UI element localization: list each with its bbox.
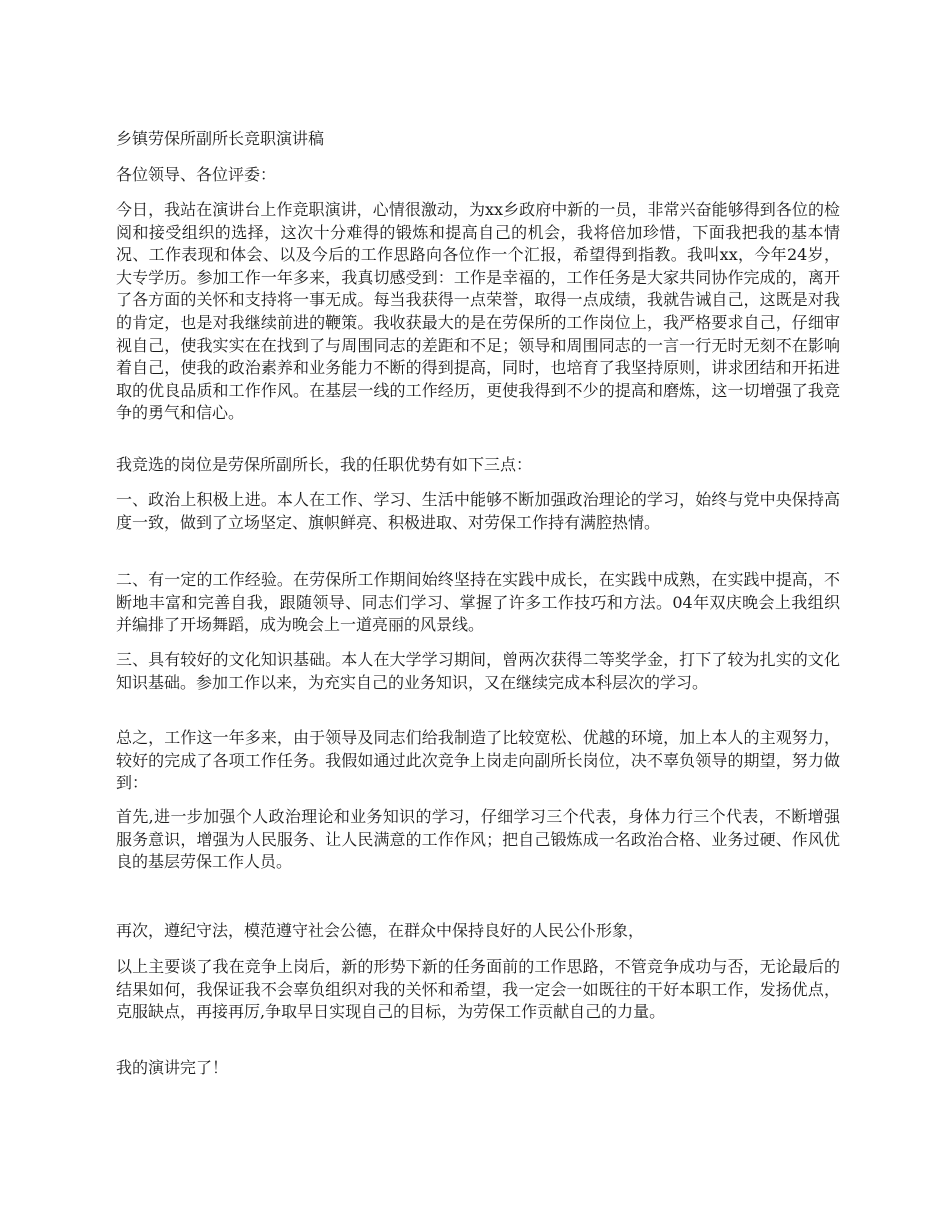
paragraph-conclusion: 以上主要谈了我在竞争上岗后，新的形势下新的任务面前的工作思路，不管竞争成功与否，无论最后的结果如何，我保证我不会辜负组织对我的关怀和希望，我一定会一如既往的干好本职工作，发扬优点，克服缺点，再接再厉,争取早日实现自己的目标，为劳保工作贡献自己的力量。 [116,957,840,1022]
paragraph-intro: 今日，我站在演讲台上作竞职演讲，心情很激动，为xx乡政府中新的一员，非常兴奋能够得到各位的检阅和接受组织的选择，这次十分难得的锻炼和提高自己的机会，我将倍加珍惜，下面我把我的基本情况、工作表现和体会、以及今后的工作思路向各位作一个汇报，希望得到指教。我叫xx，今年24岁，大专学历。参加工作一年多来，我真切感受到：工作是幸福的，工作任务是大家共同协作完成的，离开了各方面的关怀和支持将一事无成。每当我获得一点荣誉，取得一点成绩，我就告诫自己，这既是对我的肯定，也是对我继续前进的鞭策。我收获最大的是在劳保所的工作岗位上，我严格要求自己，仔细审视自己，使我实实在在找到了与周围同志的差距和不足；领导和周围同志的一言一行无时无刻不在影响着自己，使我的政治素养和业务能力不断的得到提高，同时，也培育了我坚持原则，讲求团结和开拓进取的优良品质和工作作风。在基层一线的工作经历，更使我得到不少的提高和磨炼，这一切增强了我竞争的勇气和信心。 [116,200,840,423]
paragraph-summary: 总之，工作这一年多来，由于领导及同志们给我制造了比较宽松、优越的环境，加上本人的主观努力，较好的完成了各项工作任务。我假如通过此次竞争上岗走向副所长岗位，决不辜负领导的期望，努力做到： [116,728,840,793]
paragraph-closing: 我的演讲完了！ [116,1058,229,1077]
paragraph-first: 首先,进一步加强个人政治理论和业务知识的学习，仔细学习三个代表，身体力行三个代表，不断增强服务意识，增强为人民服务、让人民满意的工作作风；把自己锻炼成一名政治合格、业务过硬、作风优良的基层劳保工作人员。 [116,807,840,872]
salutation: 各位领导、各位评委： [116,165,277,184]
paragraph-point-3: 三、具有较好的文化知识基础。本人在大学学习期间，曾两次获得二等奖学金，打下了较为扎实的文化知识基础。参加工作以来，为充实自己的业务知识，又在继续完成本科层次的学习。 [116,650,840,692]
paragraph-point-2: 二、有一定的工作经验。在劳保所工作期间始终坚持在实践中成长，在实践中成熟，在实践中提高，不断地丰富和完善自我，跟随领导、同志们学习、掌握了许多工作技巧和方法。04年双庆晚会上我组织并编排了开场舞蹈，成为晚会上一道亮丽的风景线。 [116,570,840,635]
paragraph-position: 我竞选的岗位是劳保所副所长，我的任职优势有如下三点： [116,455,533,474]
paragraph-point-1: 一、政治上积极上进。本人在工作、学习、生活中能够不断加强政治理论的学习，始终与党中央保持高度一致，做到了立场坚定、旗帜鲜亮、积极进取、对劳保工作持有满腔热情。 [116,490,840,532]
paragraph-again: 再次，遵纪守法，模范遵守社会公德，在群众中保持良好的人民公仆形象， [116,921,645,940]
document-title: 乡镇劳保所副所长竞职演讲稿 [116,129,325,148]
